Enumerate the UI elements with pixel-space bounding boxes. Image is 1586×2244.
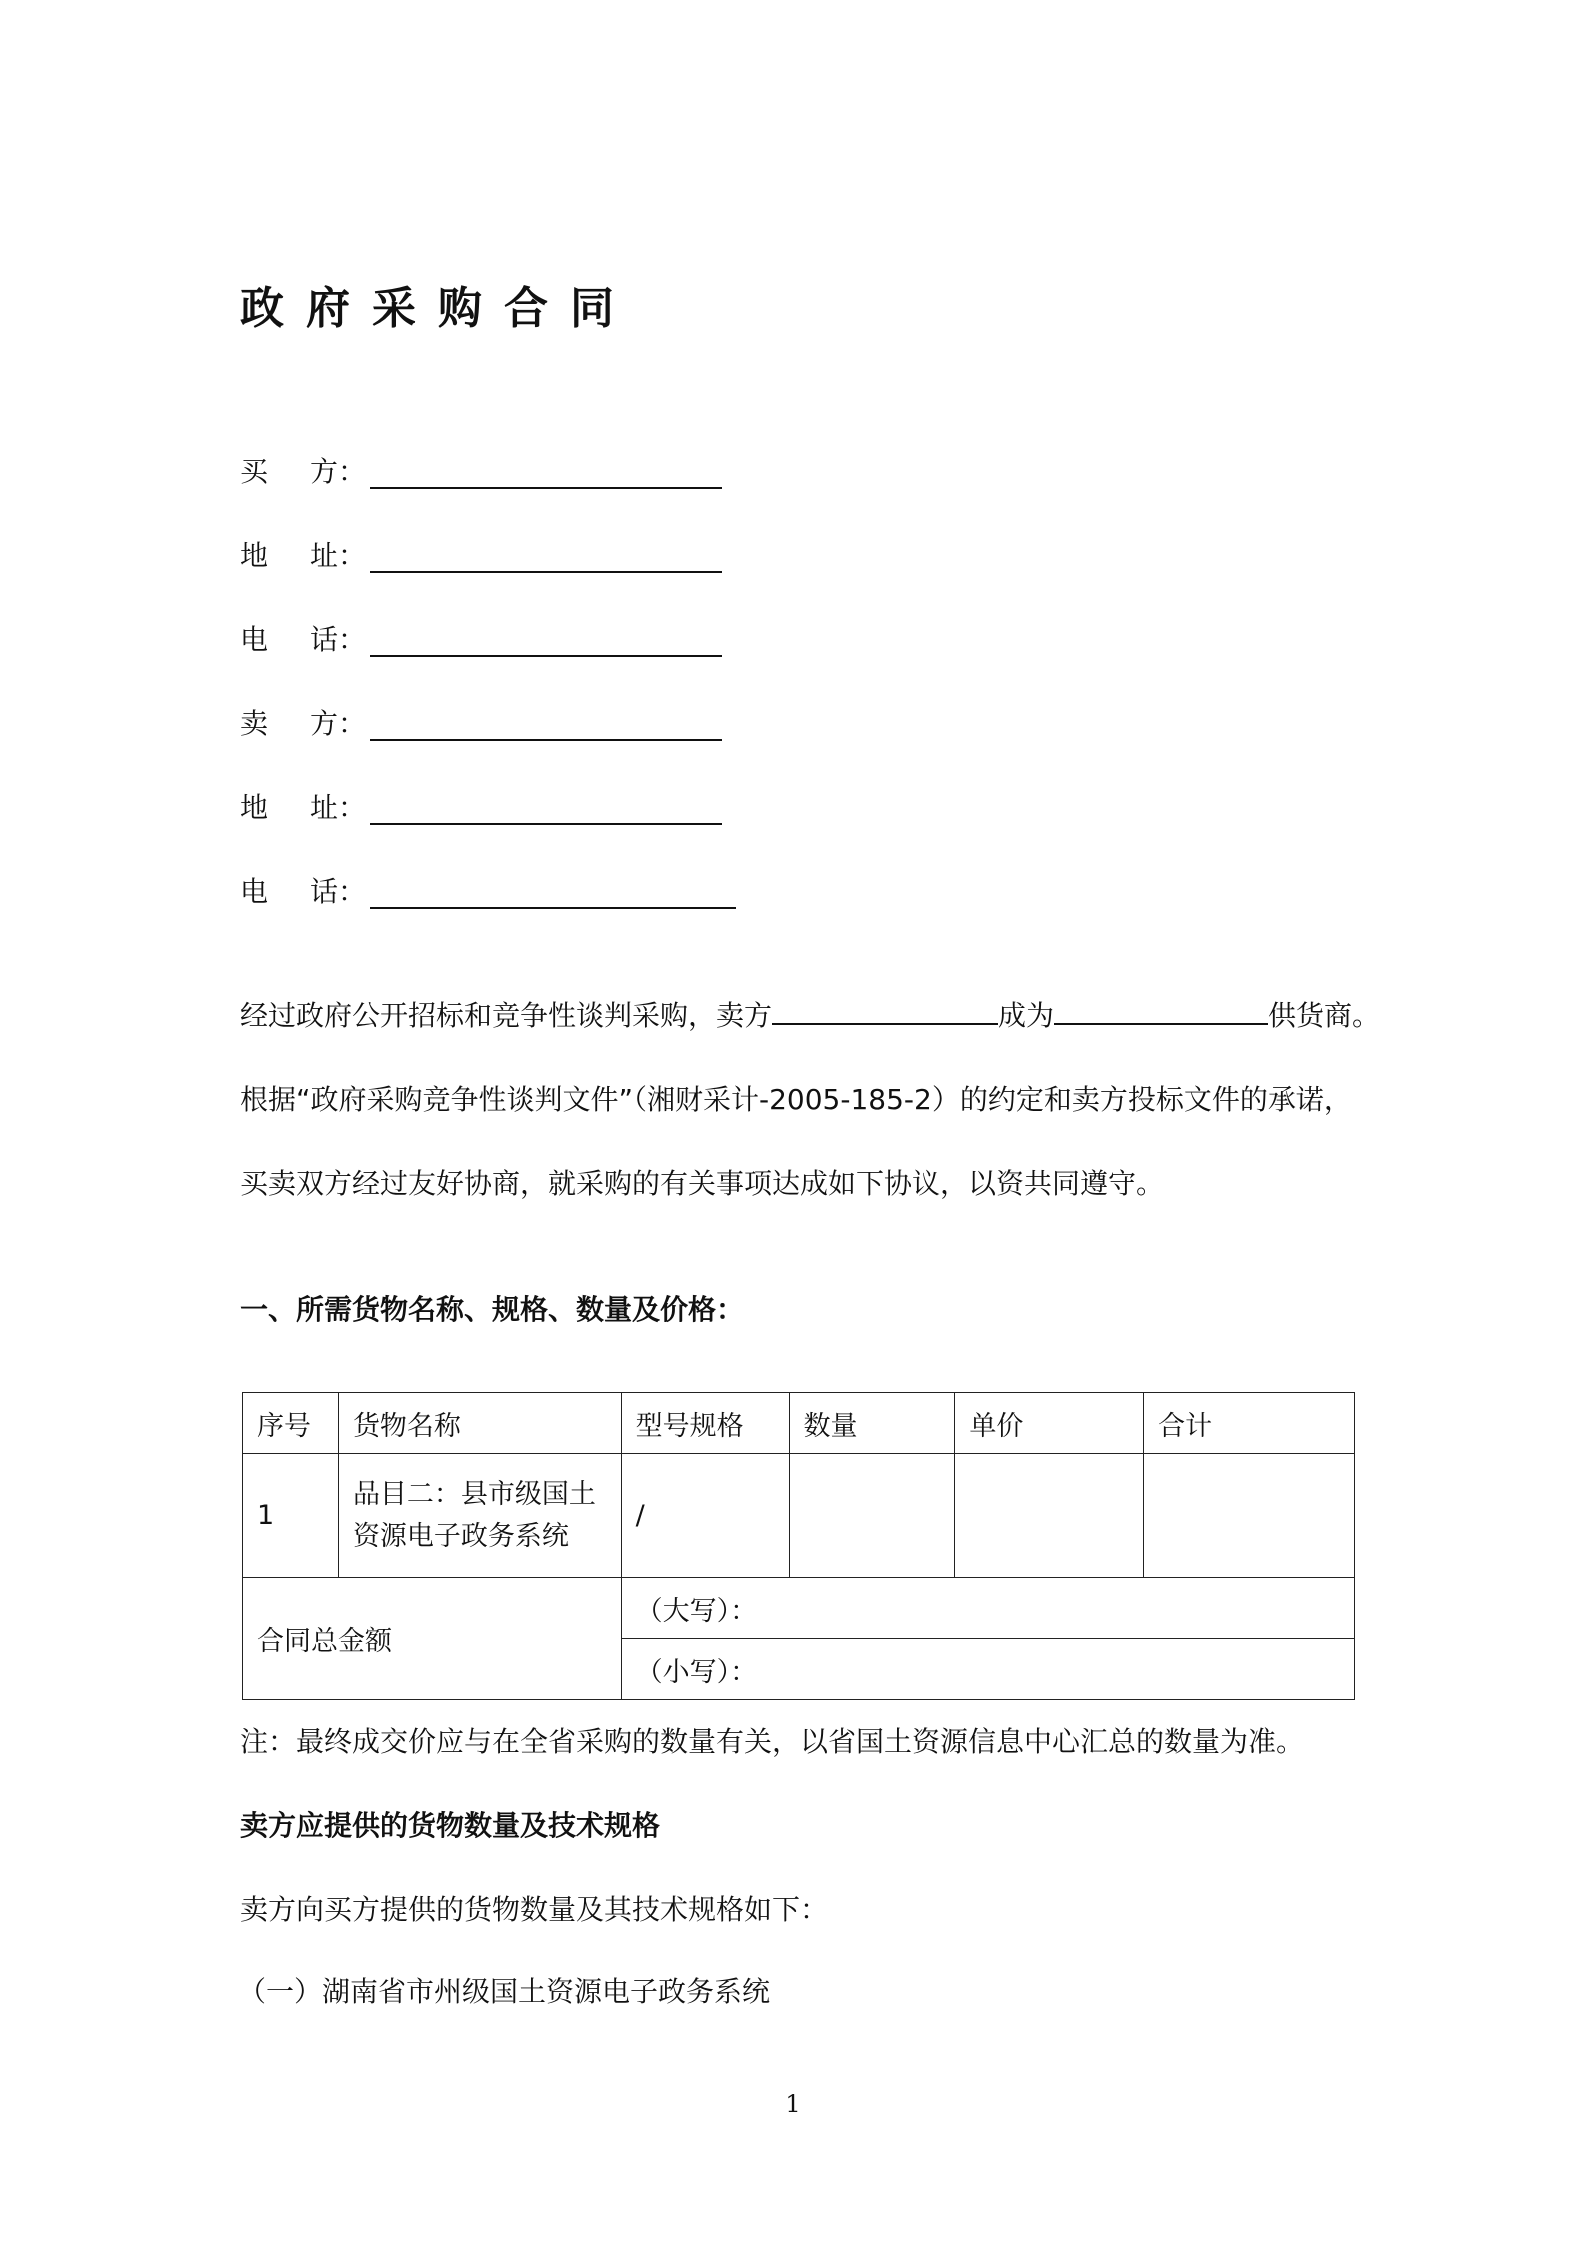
total-lower-cell[interactable]: （小写）： [621,1639,1354,1700]
field-label-char: 地 [240,791,269,824]
total-amount-label: 合同总金额 [243,1578,622,1700]
buyer-phone-line[interactable] [370,655,722,657]
goods-name-line: 品目二：县市级国土 [352,1478,596,1510]
table-header-cell: 序号 [243,1393,339,1454]
intro-line-3: 买卖双方经过友好协商，就采购的有关事项达成如下协议，以资共同遵守。 [240,1167,1165,1200]
field-label-char: 电 [240,875,269,908]
intro-text: 成为 [998,999,1055,1032]
field-label-char: 买 [240,455,269,488]
field-seller-address [240,786,380,826]
table-cell-total[interactable] [1144,1454,1355,1578]
field-label-char: 方： [310,707,367,740]
total-upper-cell[interactable]: （大写）： [621,1578,1354,1639]
intro-text: 供货商。 [1268,999,1381,1032]
supplier-blank[interactable] [772,995,998,1025]
intro-text: 经过政府公开招标和竞争性谈判采购，卖方 [240,999,773,1032]
goods-name-line: 资源电子政务系统 [352,1520,569,1552]
field-label-char: 话： [310,623,367,656]
table-cell-name [338,1454,621,1578]
section-heading: 一、所需货物名称、规格、数量及价格： [240,1293,745,1326]
page-title: 政府采购合同 [240,283,636,334]
table-header-row [243,1393,1355,1454]
goods-table [242,1392,1355,1700]
seller-address-line[interactable] [370,823,722,825]
section-text: 卖方向买方提供的货物数量及其技术规格如下： [240,1893,829,1926]
field-buyer [240,450,380,490]
intro-line-1 [240,994,1380,1034]
field-buyer-address [240,534,380,574]
table-cell-no: 1 [243,1454,339,1578]
field-label-char: 址： [310,791,367,824]
field-label-char: 电 [240,623,269,656]
field-label-char: 方： [310,455,367,488]
seller-name-line[interactable] [370,739,722,741]
field-seller-phone [240,870,380,910]
field-buyer-phone [240,618,380,658]
table-cell-spec: / [621,1454,789,1578]
intro-line-2: 根据“政府采购竞争性谈判文件”（湘财采计-2005-185-2）的约定和卖方投标文件的承诺， [240,1083,1352,1116]
total-upper-row [243,1578,1355,1639]
table-header-cell: 型号规格 [621,1393,789,1454]
table-header-cell: 合计 [1144,1393,1355,1454]
field-label-char: 话： [310,875,367,908]
field-label-char: 址： [310,539,367,572]
table-header-cell: 数量 [789,1393,955,1454]
section-heading: 卖方应提供的货物数量及技术规格 [240,1809,661,1842]
table-header-cell: 货物名称 [338,1393,621,1454]
table-header-cell: 单价 [955,1393,1144,1454]
subsection-heading: （一）湖南省市州级国土资源电子政务系统 [238,1975,771,2008]
note-text: 注：最终成交价应与在全省采购的数量有关，以省国土资源信息中心汇总的数量为准。 [240,1725,1305,1758]
supplier-role-blank[interactable] [1054,995,1268,1025]
seller-phone-line[interactable] [370,907,736,909]
buyer-address-line[interactable] [370,571,722,573]
table-cell-price[interactable] [955,1454,1144,1578]
field-label-char: 地 [240,539,269,572]
page-number: 1 [785,2090,801,2118]
field-seller [240,702,380,742]
buyer-name-line[interactable] [370,487,722,489]
table-cell-qty[interactable] [789,1454,955,1578]
table-row [243,1454,1355,1578]
field-label-char: 卖 [240,707,269,740]
